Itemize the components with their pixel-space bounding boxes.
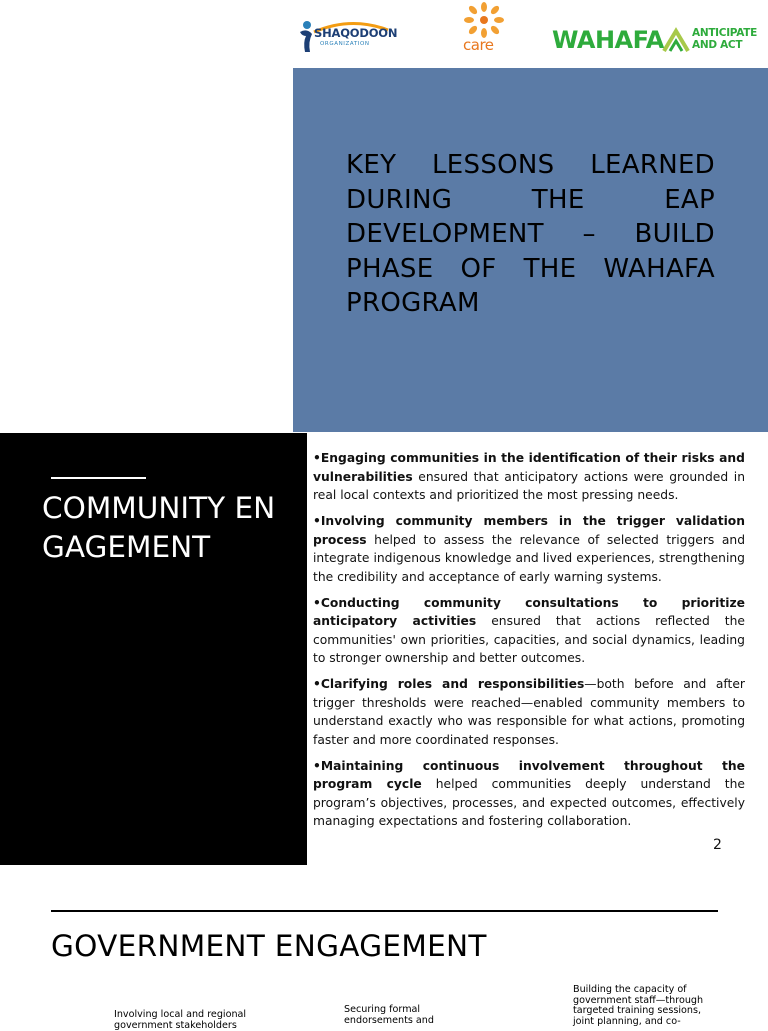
list-item: •Conducting community consultations to prioritize anticipatory activities ensured that actions reflected the communities' own priorities, capacities, and social dynamics, leading to stronger ownership and better outcomes. bbox=[313, 595, 745, 665]
list-item: •Maintaining continuous involvement throughout the program cycle helped communities deeply understand the program’s objectives, processes, and expected outcomes, effectively managing expectations and fostering collaboration. bbox=[313, 758, 745, 828]
government-item: Building the capacity of government staff—through targeted training sessions, joint planning, and co- bbox=[573, 984, 704, 1027]
section-accent-line bbox=[51, 477, 146, 479]
care-logo bbox=[460, 2, 508, 56]
page-number: 2 bbox=[713, 837, 722, 853]
shaqodoon-wordmark: SHAQODOON bbox=[314, 26, 398, 40]
shaqodoon-subtitle: ORGANIZATION bbox=[320, 41, 370, 47]
shaqodoon-logo bbox=[298, 18, 398, 56]
wahafa-tagline: ANTICIPATE AND ACT bbox=[692, 27, 757, 51]
title-panel bbox=[293, 68, 768, 432]
government-section-heading: GOVERNMENT ENGAGEMENT bbox=[51, 929, 487, 963]
community-section-heading: COMMUNITY ENGAGEMENT bbox=[42, 491, 276, 564]
wahafa-logo bbox=[552, 24, 758, 58]
list-item: •Engaging communities in the identification of their risks and vulnerabilities ensured that anticipatory actions were grounded in real local contexts and prioritized the most pressing needs. bbox=[313, 451, 745, 502]
community-bullet-list bbox=[313, 449, 745, 838]
care-hands-icon bbox=[464, 2, 504, 38]
wahafa-chevron-icon bbox=[662, 27, 690, 53]
government-item: Securing formal endorsements and bbox=[344, 1004, 434, 1026]
wahafa-wordmark: WAHAFA bbox=[552, 26, 664, 54]
community-section-panel bbox=[0, 433, 307, 865]
section-divider bbox=[51, 910, 718, 912]
list-item: •Clarifying roles and responsibilities—both before and after trigger thresholds were reached—enabled community members to understand exactly who was responsible for what actions, promoting faster and more coordinated responses. bbox=[313, 677, 745, 747]
government-item: Involving local and regional government stakeholders bbox=[114, 1009, 247, 1031]
list-item: •Involving community members in the trigger validation process helped to assess the relevance of selected triggers and integrate indigenous knowledge and lived experiences, strengthening the credibility and acceptance of early warning systems. bbox=[313, 514, 745, 584]
care-wordmark: care bbox=[463, 36, 494, 54]
page-title: KEY LESSONS LEARNED DURING THE EAP DEVELOPMENT – BUILD PHASE OF THE WAHAFA PROGRAM bbox=[346, 150, 715, 318]
